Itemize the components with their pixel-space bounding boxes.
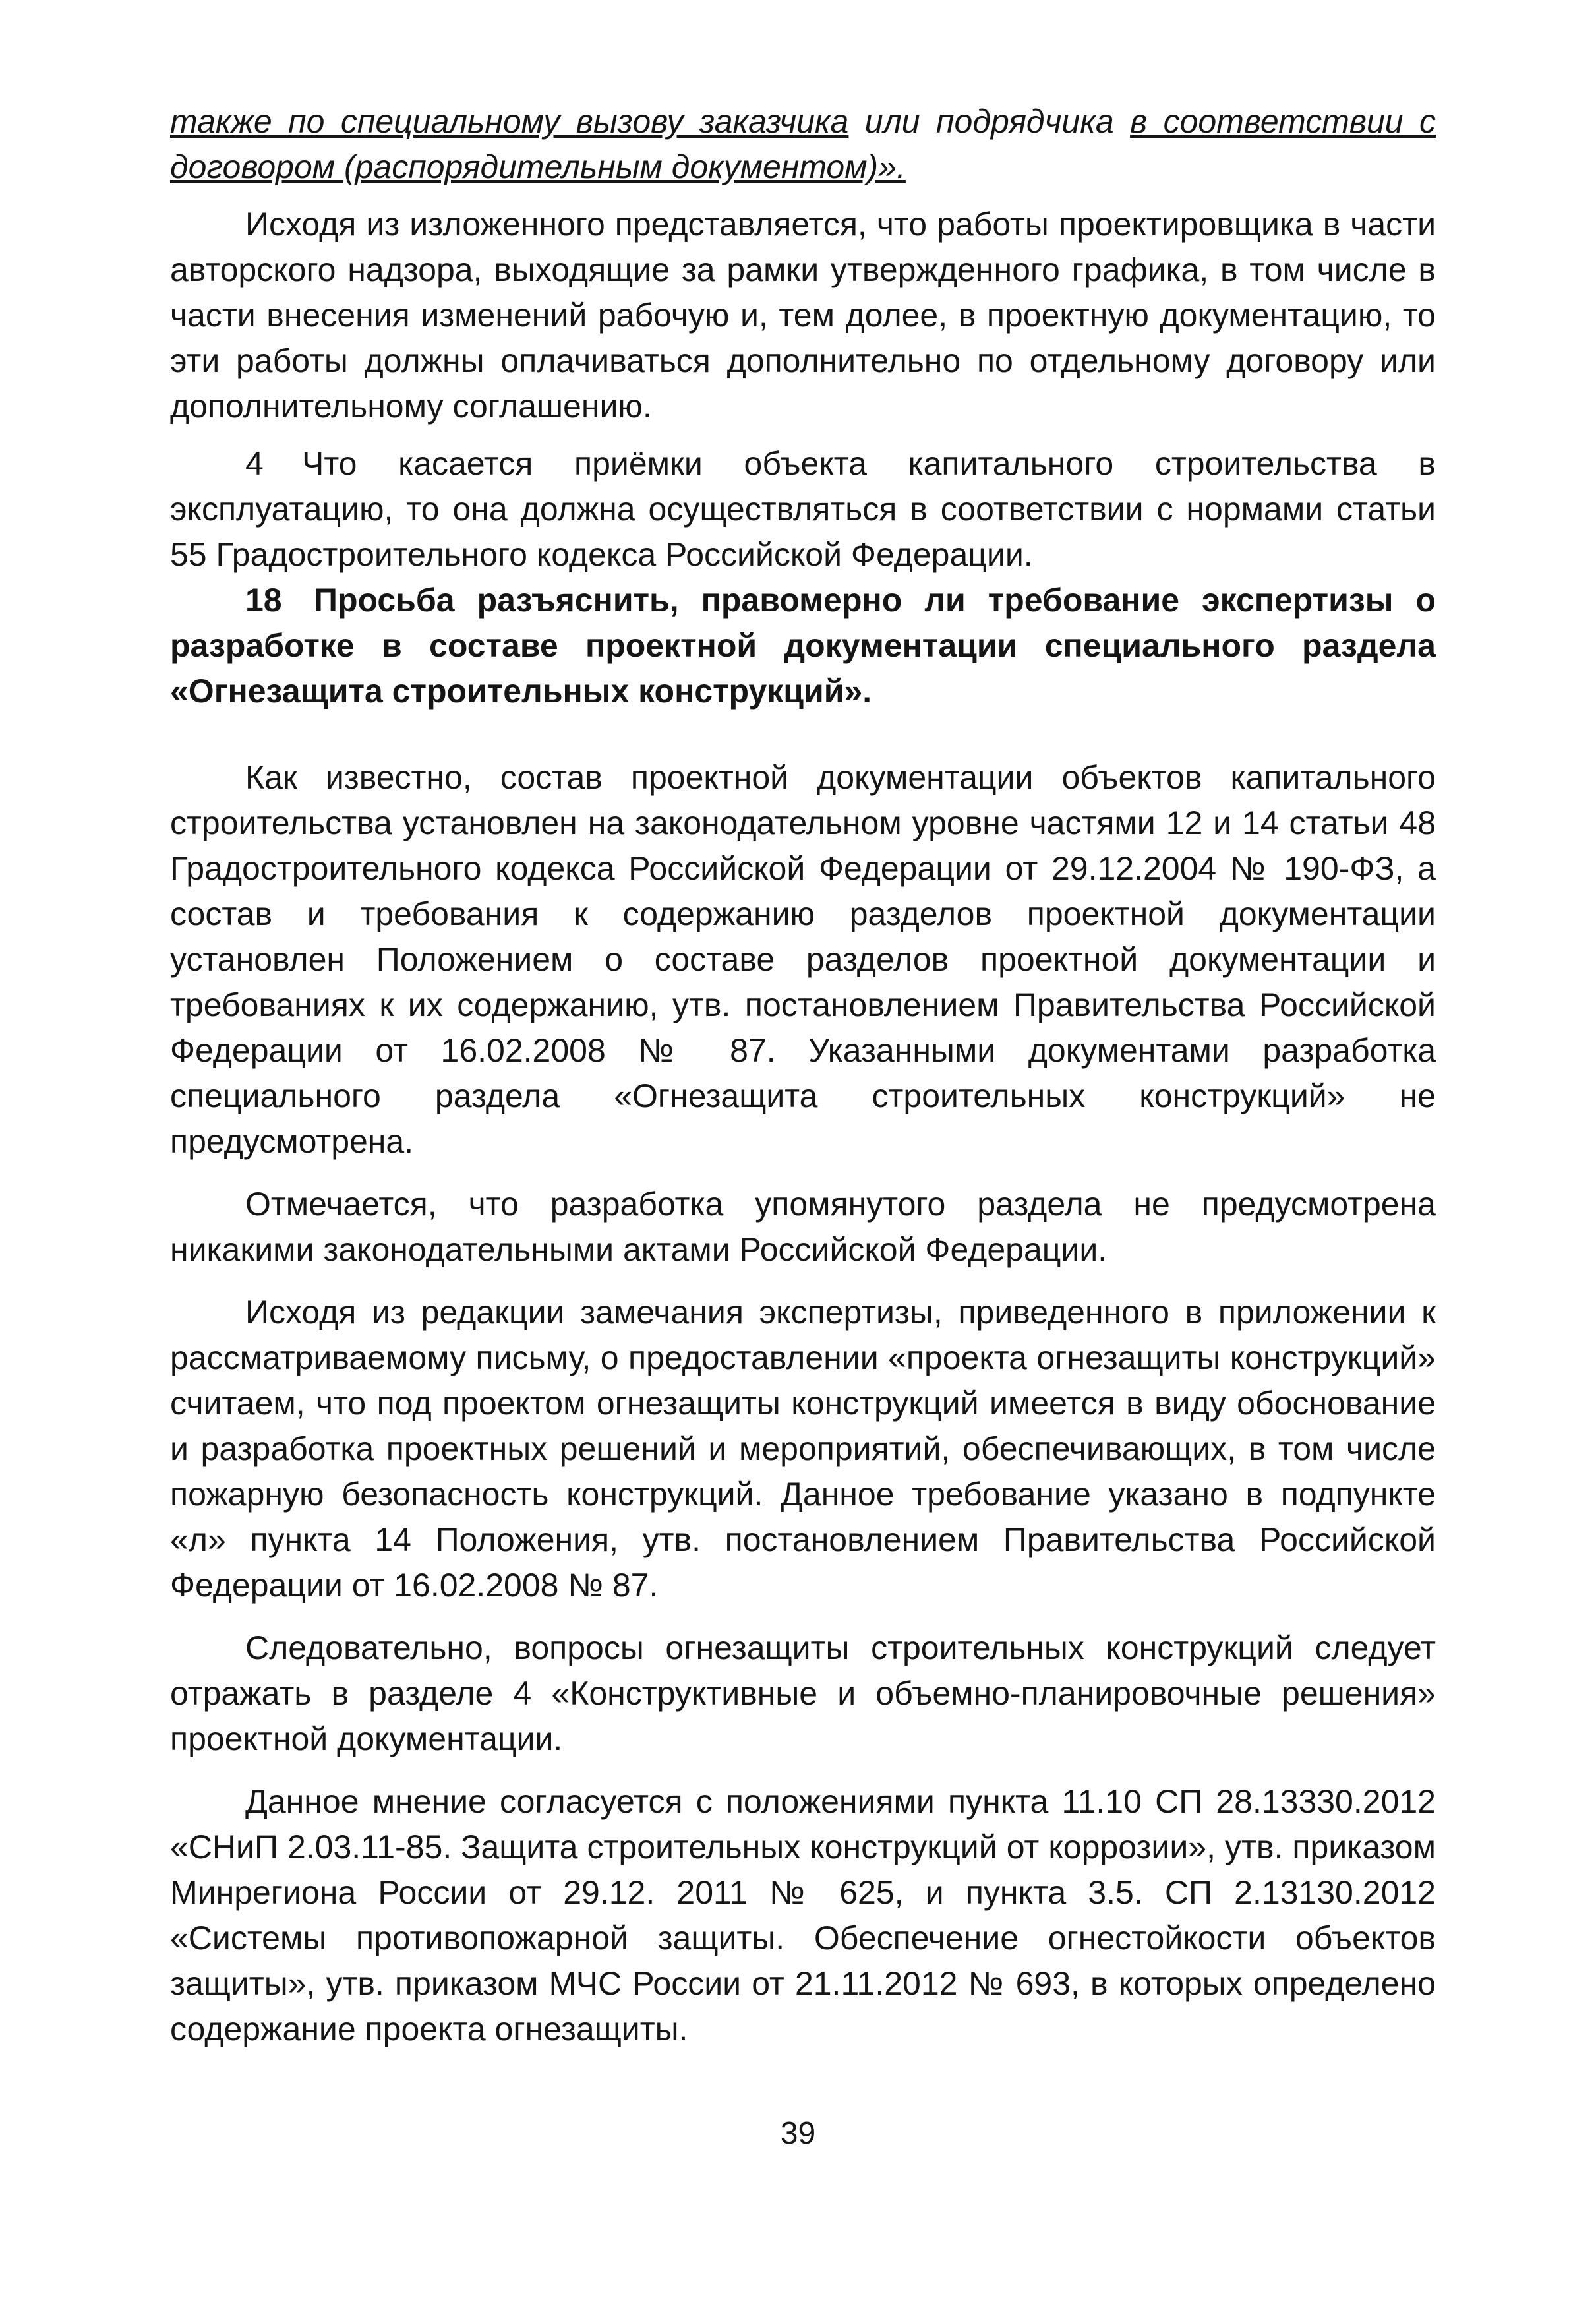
document-page (170, 99, 1436, 2052)
question-18-text: Просьба разъяснить, правомерно ли требование экспертизы о разработке в составе проектной документации специального раздела «Огнезащита строительных конструкций». (170, 582, 1436, 710)
page-number: 39 (780, 2116, 816, 2151)
intro-continuation (170, 99, 1436, 190)
question-18-heading (170, 578, 1436, 714)
answer-paragraph-4: Следовательно, вопросы огнезащиты строительных конструкций следует отражать в разделе 4 «Конструктивные и объемно-планировочные решения» проектной документации. (170, 1629, 1436, 1757)
answer-paragraph-5: Данное мнение согласуется с положениями пункта 11.10 СП 28.13330.2012 «СНиП 2.03.11-85. Защита строительных конструкций от коррозии», утв. приказом Минрегиона России от 29.12. 2011 № 625, и пункта 3.5. СП 2.13130.2012 «Системы противопожарной защиты. Обеспечение огнестойкости объектов защиты», утв. приказом МЧС России от 21.11.2012 № 693, в которых определено содержание проекта огнезащиты. (170, 1783, 1436, 2047)
paragraph-supervision: Исходя из изложенного представляется, что работы проектировщика в части авторского надзора, выходящие за рамки утвержденного графика, в том числе в части внесения изменений рабочую и, тем долее, в проектную документацию, то эти работы должны оплачиваться дополнительно по отдельному договору или дополнительному соглашению. (170, 206, 1436, 425)
intro-underlined-1: также по специальному вызову заказчика (170, 103, 849, 140)
point-4-number: 4 (245, 445, 264, 482)
intro-underlined-2: в соответствии с договором (распорядительным документом)». (170, 103, 1436, 185)
question-18-number: 18 (245, 582, 282, 619)
answer-paragraph-1: Как известно, состав проектной документации объектов капитального строительства установлен на законодательном уровне частями 12 и 14 статьи 48 Градостроительного кодекса Российской Федерации от 29.12.2004 № 190-ФЗ, а состав и требования к содержанию разделов проектной документации установлен Положением о составе разделов проектной документации и требованиях к их содержанию, утв. постановлением Правительства Российской Федерации от 16.02.2008 № 87. Указанными документами разработка специального раздела «Огнезащита строительных конструкций» не предусмотрена. (170, 759, 1436, 1160)
intro-plain-1: или подрядчика (848, 103, 1131, 140)
point-4-text: Что касается приёмки объекта капитального строительства в эксплуатацию, то она должна осуществляться в соответствии с нормами статьи 55 Градостроительного кодекса Российской Федерации. (170, 445, 1436, 573)
answer-paragraph-3: Исходя из редакции замечания экспертизы, приведенного в приложении к рассматриваемому письму, о предоставлении «проекта огнезащиты конструкций» считаем, что под проектом огнезащиты конструкций имеется в виду обоснование и разработка проектных решений и мероприятий, обеспечивающих, в том числе пожарную безопасность конструкций. Данное требование указано в подпункте «л» пункта 14 Положения, утв. постановлением Правительства Российской Федерации от 16.02.2008 № 87. (170, 1294, 1436, 1604)
answer-paragraph-2: Отмечается, что разработка упомянутого раздела не предусмотрена никакими законодательными актами Российской Федерации. (170, 1186, 1436, 1268)
point-4-paragraph (170, 441, 1436, 578)
